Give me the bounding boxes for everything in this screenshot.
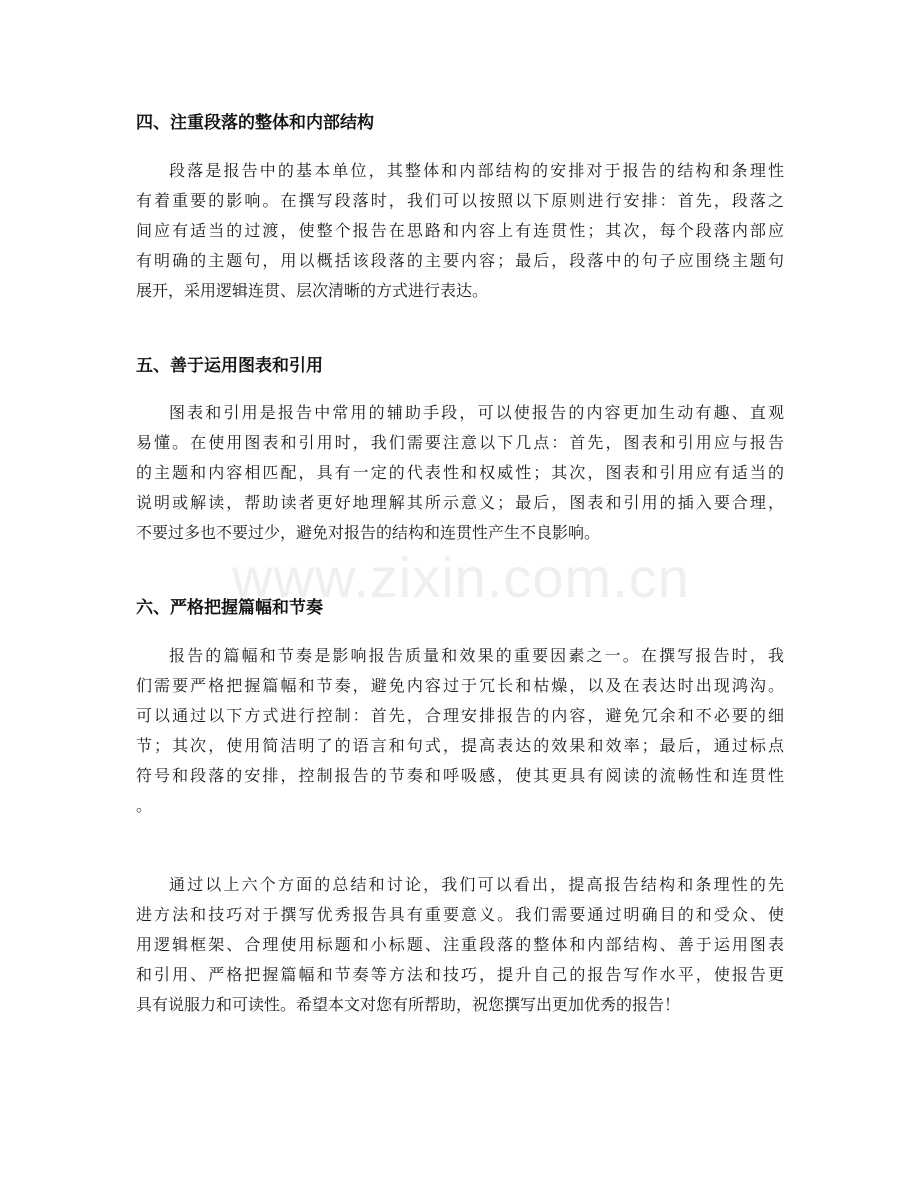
conclusion-paragraph [136,870,784,1020]
paragraph-line: 说明或解读，帮助读者更好地理解其所示意义；最后，图表和引用的插入要合理， [136,493,784,512]
section-heading-6: 六、严格把握篇幅和节奏 [136,598,323,618]
paragraph-line: 符号和段落的安排，控制报告的节奏和呼吸感，使其更具有阅读的流畅性和连贯性 [136,766,784,785]
paragraph-line: 报告的篇幅和节奏是影响报告质量和效果的重要因素之一。在撰写报告时，我 [169,646,784,665]
paragraph-line: 进方法和技巧对于撰写优秀报告具有重要意义。我们需要通过明确目的和受众、使 [136,905,784,924]
section-heading-5: 五、善于运用图表和引用 [136,356,323,376]
paragraph-line: 们需要严格把握篇幅和节奏，避免内容过于冗长和枯燥，以及在表达时出现鸿沟。 [136,676,784,695]
paragraph-line: 和引用、严格把握篇幅和节奏等方法和技巧，提升自己的报告写作水平，使报告更 [136,965,784,984]
paragraph-line: 有着重要的影响。在撰写段落时，我们可以按照以下原则进行安排：首先，段落之 [136,191,784,210]
section-paragraph-6 [136,641,784,821]
section-paragraph-5 [136,398,784,548]
paragraph-line: 通过以上六个方面的总结和讨论，我们可以看出，提高报告结构和条理性的先 [169,875,784,894]
paragraph-line: 不要过多也不要过少，避免对报告的结构和连贯性产生不良影响。 [136,523,601,542]
paragraph-line: 易懂。在使用图表和引用时，我们需要注意以下几点：首先，图表和引用应与报告 [136,433,784,452]
section-heading-4: 四、注重段落的整体和内部结构 [136,113,374,133]
paragraph-line: 间应有适当的过渡，使整个报告在思路和内容上有连贯性；其次，每个段落内部应 [136,221,784,240]
paragraph-line: 段落是报告中的基本单位，其整体和内部结构的安排对于报告的结构和条理性 [169,161,784,180]
paragraph-line: 图表和引用是报告中常用的辅助手段，可以使报告的内容更加生动有趣、直观 [169,403,784,422]
paragraph-line: 具有说服力和可读性。希望本文对您有所帮助，祝您撰写出更加优秀的报告！ [136,995,681,1014]
paragraph-line: 用逻辑框架、合理使用标题和小标题、注重段落的整体和内部结构、善于运用图表 [136,935,784,954]
paragraph-line: 。 [136,796,153,815]
paragraph-line: 有明确的主题句，用以概括该段落的主要内容；最后，段落中的句子应围绕主题句 [136,251,784,270]
paragraph-line: 节；其次，使用简洁明了的语言和句式，提高表达的效果和效率；最后，通过标点 [136,736,784,755]
watermark: www.zixin.com.cn [232,546,690,609]
paragraph-line: 的主题和内容相匹配，具有一定的代表性和权威性；其次，图表和引用应有适当的 [136,463,784,482]
section-paragraph-4 [136,156,784,306]
paragraph-line: 展开，采用逻辑连贯、层次清晰的方式进行表达。 [136,281,489,300]
paragraph-line: 可以通过以下方式进行控制：首先，合理安排报告的内容，避免冗余和不必要的细 [136,706,784,725]
